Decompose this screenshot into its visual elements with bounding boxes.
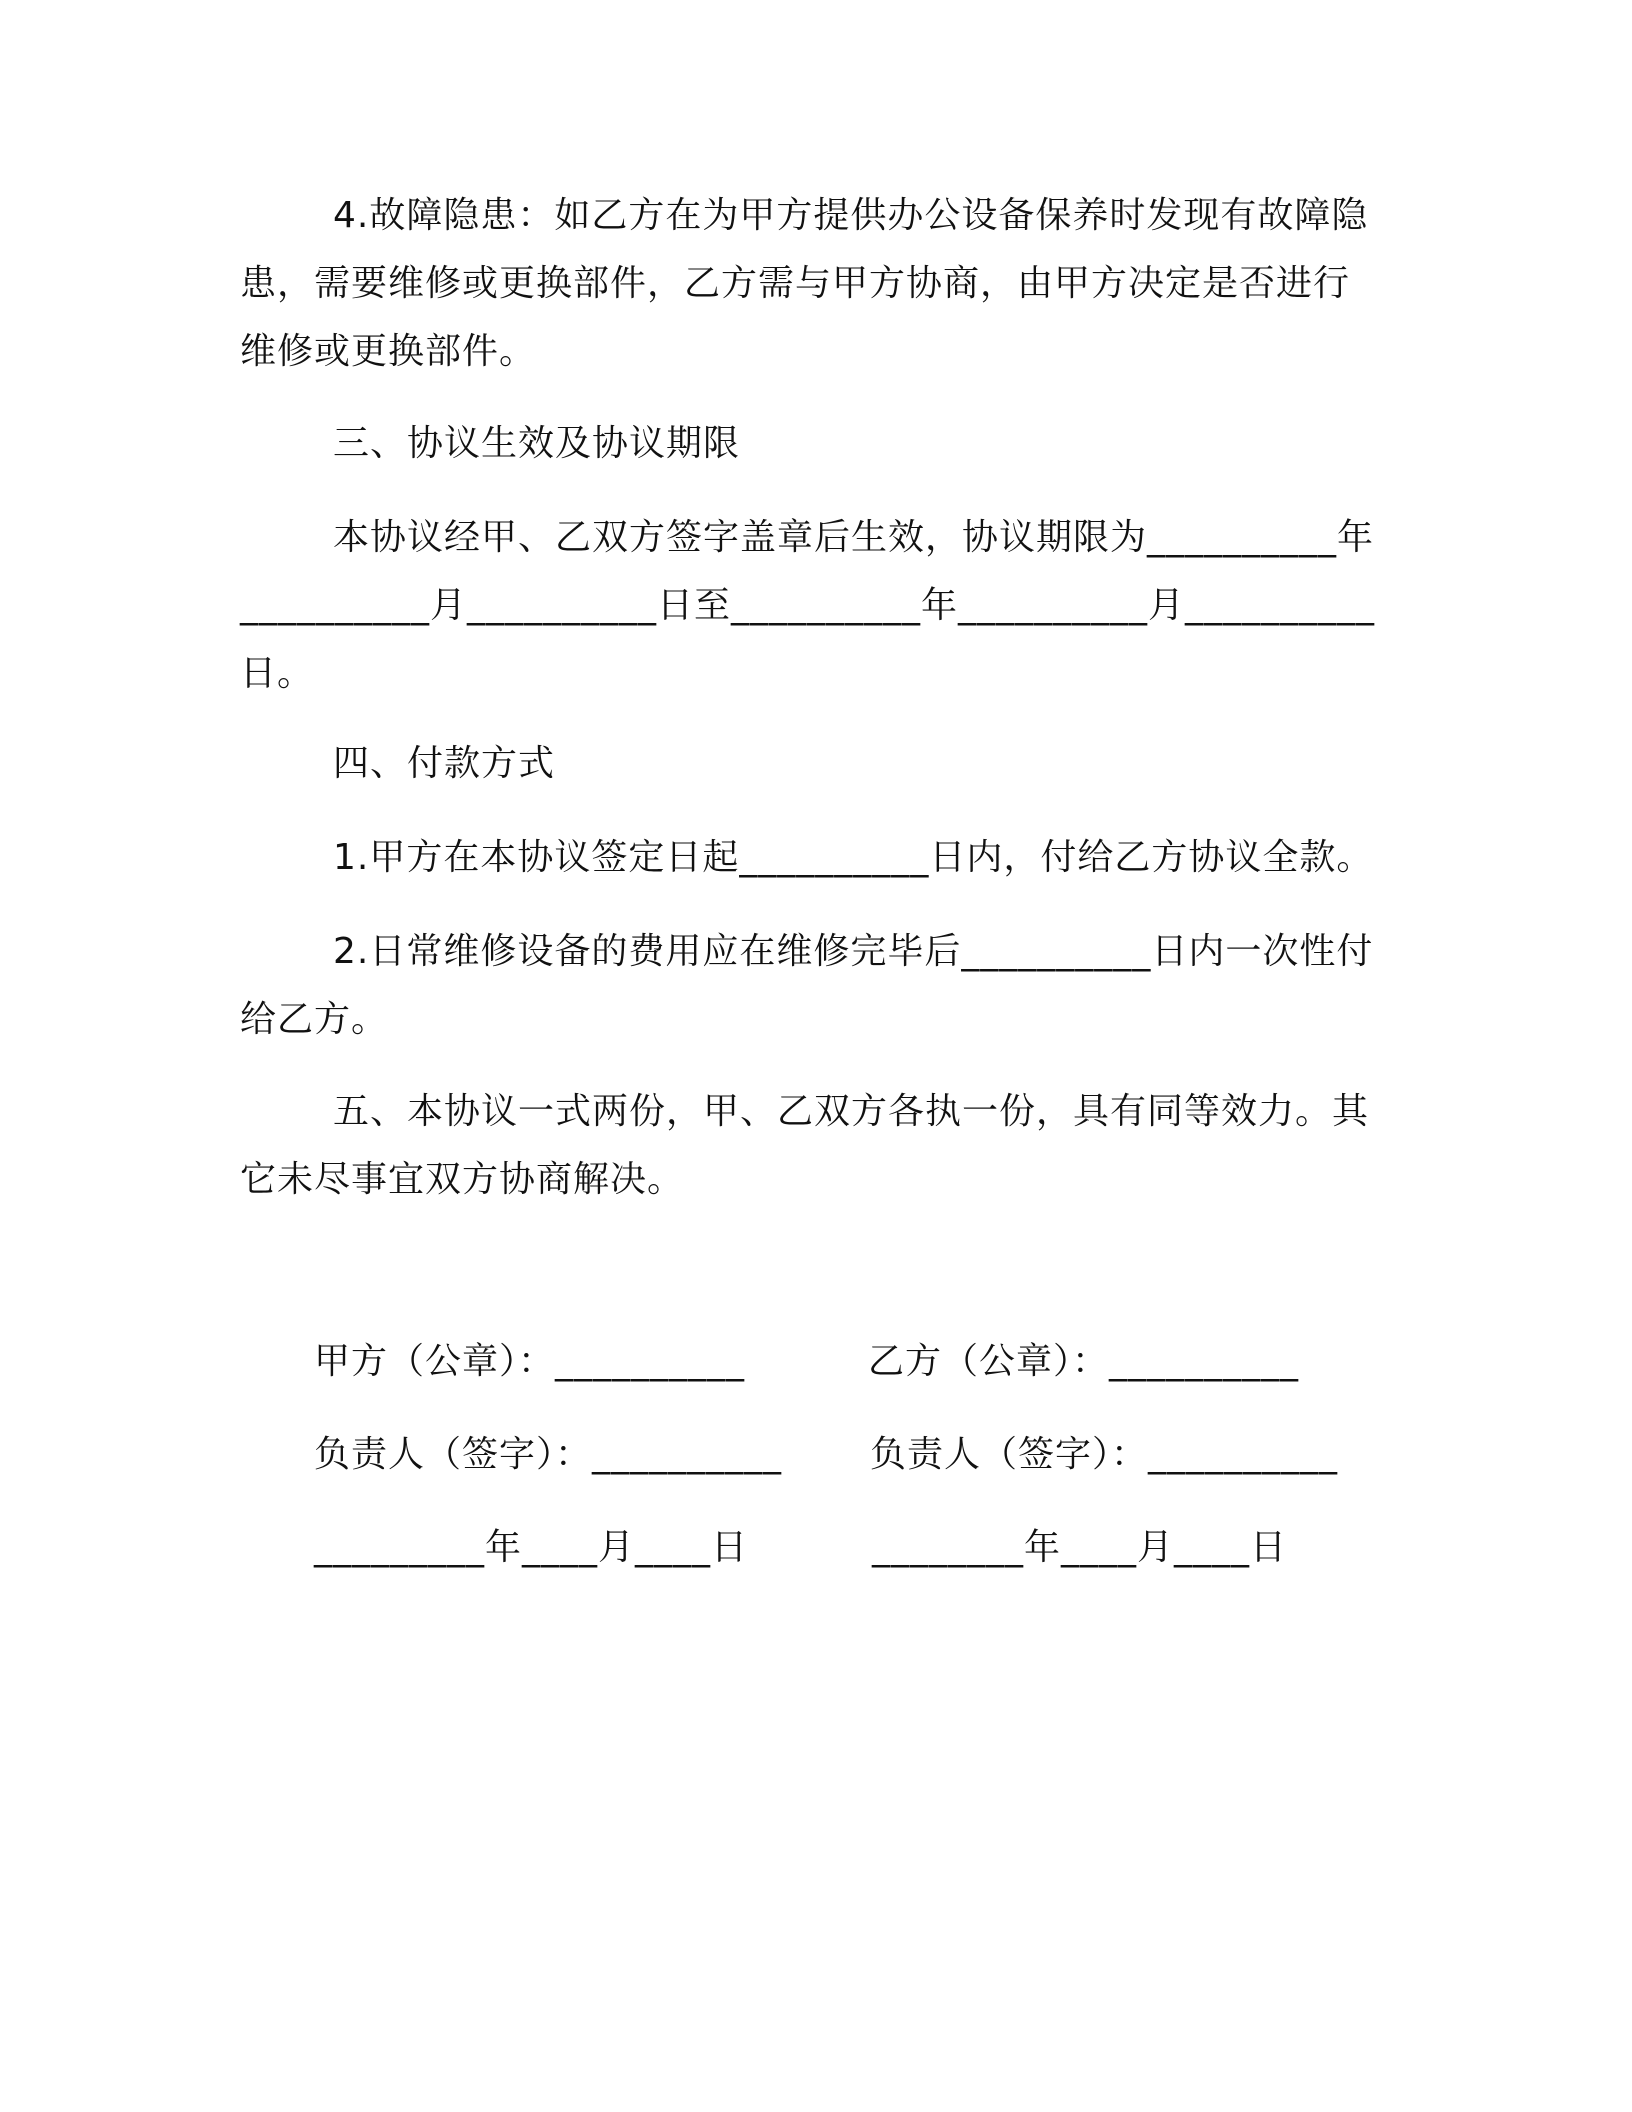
section5-line1: 五、本协议一式两份，甲、乙双方各执一份，具有同等效力。其 (333, 1091, 1370, 1132)
item4-line1: 4.故障隐患：如乙方在为甲方提供办公设备保养时发现有故障隐 (333, 195, 1369, 236)
section4-item2-line2: 给乙方。 (240, 999, 389, 1040)
party-a-seal: 甲方（公章）：__________ (314, 1341, 746, 1382)
party-b-signer: 负责人（签字）：__________ (870, 1434, 1339, 1475)
section3-line2: __________月__________日至__________年__________月__________ (240, 585, 1375, 626)
party-a-signer: 负责人（签字）：__________ (314, 1434, 783, 1475)
party-b-seal: 乙方（公章）：__________ (868, 1341, 1300, 1382)
item4-line2: 患，需要维修或更换部件，乙方需与甲方协商，由甲方决定是否进行 (240, 263, 1351, 304)
section3-line3: 日。 (240, 653, 315, 694)
section4-item1: 1.甲方在本协议签定日起__________日内，付给乙方协议全款。 (333, 837, 1374, 878)
party-a-date: _________年____月____日 (314, 1527, 748, 1568)
section5-line2: 它未尽事宜双方协商解决。 (240, 1159, 685, 1200)
item4-line3: 维修或更换部件。 (240, 331, 537, 372)
section4-item2-line1: 2.日常维修设备的费用应在维修完毕后__________日内一次性付 (333, 931, 1374, 972)
section3-line1: 本协议经甲、乙双方签字盖章后生效，协议期限为__________年 (333, 517, 1375, 558)
section4-heading: 四、付款方式 (333, 743, 556, 784)
party-b-date: ________年____月____日 (872, 1527, 1287, 1568)
section3-heading: 三、协议生效及协议期限 (333, 423, 741, 464)
